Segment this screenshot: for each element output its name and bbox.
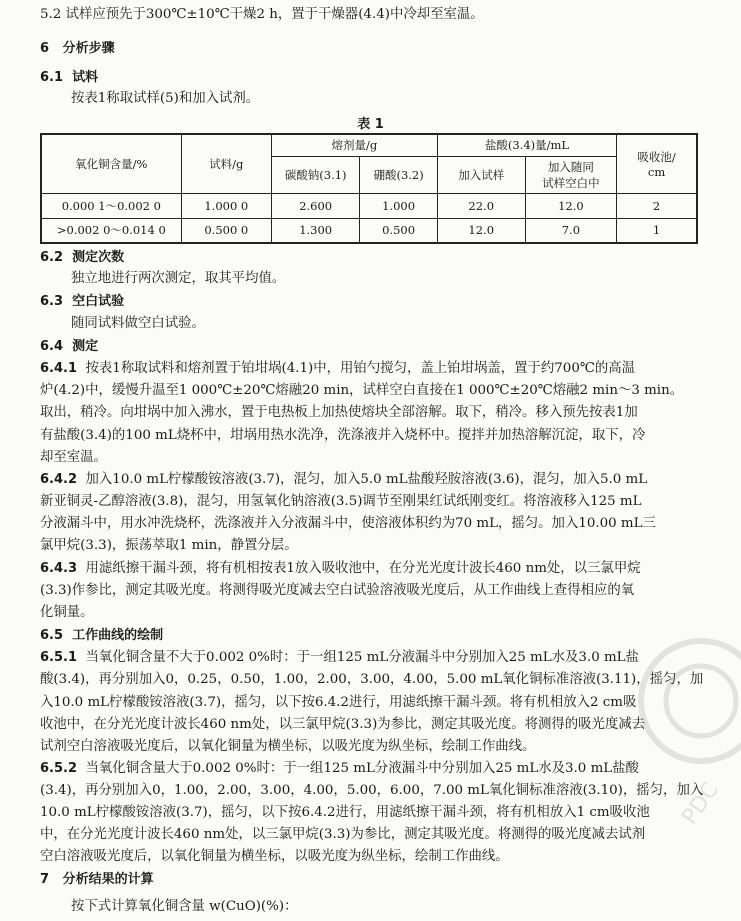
section-title: 测定 bbox=[72, 339, 99, 354]
section-number: 6.5 bbox=[40, 628, 64, 643]
cell-na2co3: 1.300 bbox=[271, 218, 359, 243]
para-6-5-1-line: 入10.0 mL柠檬酸铵溶液(3.7)，摇匀，以下按6.4.2进行，用滤纸擦干漏斗颈。将有机相放入2 cm吸 bbox=[40, 695, 637, 710]
section-6-4-heading bbox=[40, 338, 98, 355]
section-title: 测定次数 bbox=[72, 250, 125, 265]
para-6-4-3-line bbox=[40, 560, 641, 577]
clause-number: 6.4.1 bbox=[40, 361, 78, 376]
cell-hcl-sample: 12.0 bbox=[437, 218, 525, 243]
section-6-heading bbox=[40, 40, 115, 57]
cell-hcl-blank: 12.0 bbox=[525, 193, 617, 218]
para-6-5-2-line: (3.4)，再分别加入0，1.00，2.00，3.00，4.00，5.00，6.00，7.00 mL氧化铜标准溶液(3.10)，摇匀，加入 bbox=[40, 783, 704, 798]
col-header-add-blank bbox=[525, 156, 617, 193]
table-row bbox=[41, 193, 697, 218]
para-6-5-2-line: 中，在分光光度计波长460 nm处，以三氯甲烷(3.3)为参比，测定其吸光度。将测得的吸光度减去试剂 bbox=[40, 827, 646, 842]
col-header-na2co3: 碳酸钠(3.1) bbox=[271, 156, 359, 193]
col-header-add-blank-line1: 加入随同 bbox=[547, 159, 594, 174]
col-header-add-blank-line2: 试样空白中 bbox=[542, 175, 600, 190]
col-header-flux: 熔剂量/g bbox=[271, 134, 437, 156]
clause-number: 6.5.2 bbox=[40, 761, 78, 776]
section-title: 分析步骤 bbox=[62, 41, 115, 56]
para-6-4-1-line: 却至室温。 bbox=[40, 450, 107, 465]
clause-number: 6.5.1 bbox=[40, 650, 78, 665]
para-6-5-1-line bbox=[40, 649, 639, 666]
para-6-4-1-line: 取出，稍冷。向坩埚中加入沸水，置于电热板上加热使熔块全部溶解。取下，稍冷。移入预先按表1加 bbox=[40, 405, 638, 420]
text: 加入10.0 mL柠檬酸铵溶液(3.7)，混匀，加入5.0 mL盐酸羟胺溶液(3.6)，混匀，加入5.0 mL bbox=[85, 472, 648, 487]
text: 当氧化铜含量大于0.002 0%时：于一组125 mL分液漏斗中分别加入25 mL水及3.0 mL盐酸 bbox=[85, 761, 639, 776]
section-number: 6.1 bbox=[40, 70, 64, 85]
para-7: 按下式计算氧化铜含量 w(CuO)(%)： bbox=[71, 899, 298, 914]
cell-range: >0.002 0～0.014 0 bbox=[41, 218, 181, 243]
col-header-boric: 硼酸(3.2) bbox=[360, 156, 437, 193]
cell-hcl-sample: 22.0 bbox=[437, 193, 525, 218]
para-6-1: 按表1称取试样(5)和加入试剂。 bbox=[71, 91, 260, 106]
col-header-cell-line2: cm bbox=[647, 164, 666, 179]
col-header-cell-line1: 吸收池/ bbox=[637, 149, 676, 164]
para-6-5-2-line: 10.0 mL柠檬酸铵溶液(3.7)，摇匀，以下按6.4.2进行，用滤纸擦干漏斗颈，将有机相放入1 cm吸收池 bbox=[40, 805, 650, 820]
para-6-5-2-line: 空白溶液吸光度后，以氧化铜量为横坐标，以吸光度为纵坐标，绘制工作曲线。 bbox=[40, 849, 509, 864]
col-header-hcl: 盐酸(3.4)量/mL bbox=[437, 134, 616, 156]
para-6-4-1-line: 有盐酸(3.4)的100 mL烧杯中，坩埚用热水洗净，洗涤液并入烧杯中。搅拌并加热溶解沉淀，取下，冷 bbox=[40, 428, 646, 443]
para-6-4-2-line bbox=[40, 471, 647, 488]
col-header-cell bbox=[617, 134, 697, 193]
reagent-table bbox=[40, 133, 698, 244]
col-header-sample: 试料/g bbox=[181, 134, 271, 193]
section-title: 试料 bbox=[72, 70, 99, 85]
para-6-4-2-line: 分液漏斗中，用水冲洗烧杯，洗涤液并入分液漏斗中，使溶液体积约为70 mL，摇匀。加入10.00 mL三 bbox=[40, 516, 656, 531]
cell-range: 0.000 1～0.002 0 bbox=[41, 193, 181, 218]
para-6-4-1-line: 炉(4.2)中，缓慢升温至1 000℃±20℃熔融20 min，试样空白直接在1 000℃±20℃熔融2 min～3 min。 bbox=[40, 383, 684, 398]
col-header-add-sample: 加入试样 bbox=[437, 156, 525, 193]
section-6-1-heading bbox=[40, 69, 98, 86]
watermark-logo bbox=[631, 611, 741, 851]
cell-absorption-cell: 2 bbox=[617, 193, 697, 218]
para-6-3: 随同试料做空白试验。 bbox=[71, 316, 205, 331]
para-6-4-2-line: 氯甲烷(3.3)，振荡萃取1 min，静置分层。 bbox=[40, 538, 298, 553]
cell-na2co3: 2.600 bbox=[271, 193, 359, 218]
para-6-5-1-line: 酸(3.4)，再分别加入0，0.25，0.50，1.00，2.00，3.00，4.00，5.00 mL氧化铜标准溶液(3.11)，摇匀，加 bbox=[40, 672, 704, 687]
para-6-4-1-line bbox=[40, 360, 635, 377]
section-title: 空白试验 bbox=[72, 294, 125, 309]
para-6-4-3-line: (3.3)作参比，测定其吸光度。将测得吸光度减去空白试验溶液吸光度后，从工作曲线上查得相应的氧 bbox=[40, 583, 635, 598]
section-number: 7 bbox=[40, 872, 50, 887]
section-7-heading bbox=[40, 871, 154, 888]
para-5-2: 5.2 试样应预先于300℃±10℃干燥2 h，置于干燥器(4.4)中冷却至室温。 bbox=[40, 7, 484, 22]
cell-boric: 1.000 bbox=[360, 193, 437, 218]
section-title: 工作曲线的绘制 bbox=[72, 628, 164, 643]
cell-boric: 0.500 bbox=[360, 218, 437, 243]
cell-sample: 0.500 0 bbox=[181, 218, 271, 243]
para-6-5-1-line: 试剂空白溶液吸光度后，以氧化铜量为横坐标，以吸光度为纵坐标，绘制工作曲线。 bbox=[40, 739, 536, 754]
para-6-5-1-line: 收池中，在分光光度计波长460 nm处，以三氯甲烷(3.3)为参比，测定其吸光度。将测得的吸光度减去 bbox=[40, 717, 646, 732]
para-6-2: 独立地进行两次测定，取其平均值。 bbox=[71, 271, 286, 286]
para-6-4-2-line: 新亚铜灵-乙醇溶液(3.8)，混匀，用氢氧化钠溶液(3.5)调节至刚果红试纸刚变红。将溶液移入125 mL bbox=[40, 494, 642, 509]
para-6-5-2-line bbox=[40, 760, 639, 777]
section-title: 分析结果的计算 bbox=[62, 872, 154, 887]
clause-number: 6.4.2 bbox=[40, 472, 78, 487]
section-6-2-heading bbox=[40, 249, 124, 266]
section-number: 6 bbox=[40, 41, 50, 56]
text: 当氧化铜含量不大于0.002 0%时：于一组125 mL分液漏斗中分别加入25 mL水及3.0 mL盐 bbox=[85, 650, 639, 665]
col-header-cuo: 氧化铜含量/% bbox=[41, 134, 181, 193]
table-title: 表 1 bbox=[357, 117, 384, 132]
watermark-text: PDC bbox=[677, 777, 725, 830]
cell-absorption-cell: 1 bbox=[617, 218, 697, 243]
section-6-5-heading bbox=[40, 627, 163, 644]
para-6-4-3-line: 化铜量。 bbox=[40, 605, 94, 620]
section-number: 6.3 bbox=[40, 294, 64, 309]
text: 按表1称取试料和熔剂置于铂坩埚(4.1)中，用铂勺搅匀，盖上铂坩埚盖，置于约700℃的高温 bbox=[85, 361, 636, 376]
cell-hcl-blank: 7.0 bbox=[525, 218, 617, 243]
text: 用滤纸擦干漏斗颈，将有机相按表1放入吸收池中，在分光光度计波长460 nm处，以三氯甲烷 bbox=[85, 561, 641, 576]
section-6-3-heading bbox=[40, 293, 124, 310]
section-number: 6.4 bbox=[40, 339, 64, 354]
section-number: 6.2 bbox=[40, 250, 64, 265]
table-row bbox=[41, 218, 697, 243]
clause-number: 6.4.3 bbox=[40, 561, 78, 576]
cell-sample: 1.000 0 bbox=[181, 193, 271, 218]
